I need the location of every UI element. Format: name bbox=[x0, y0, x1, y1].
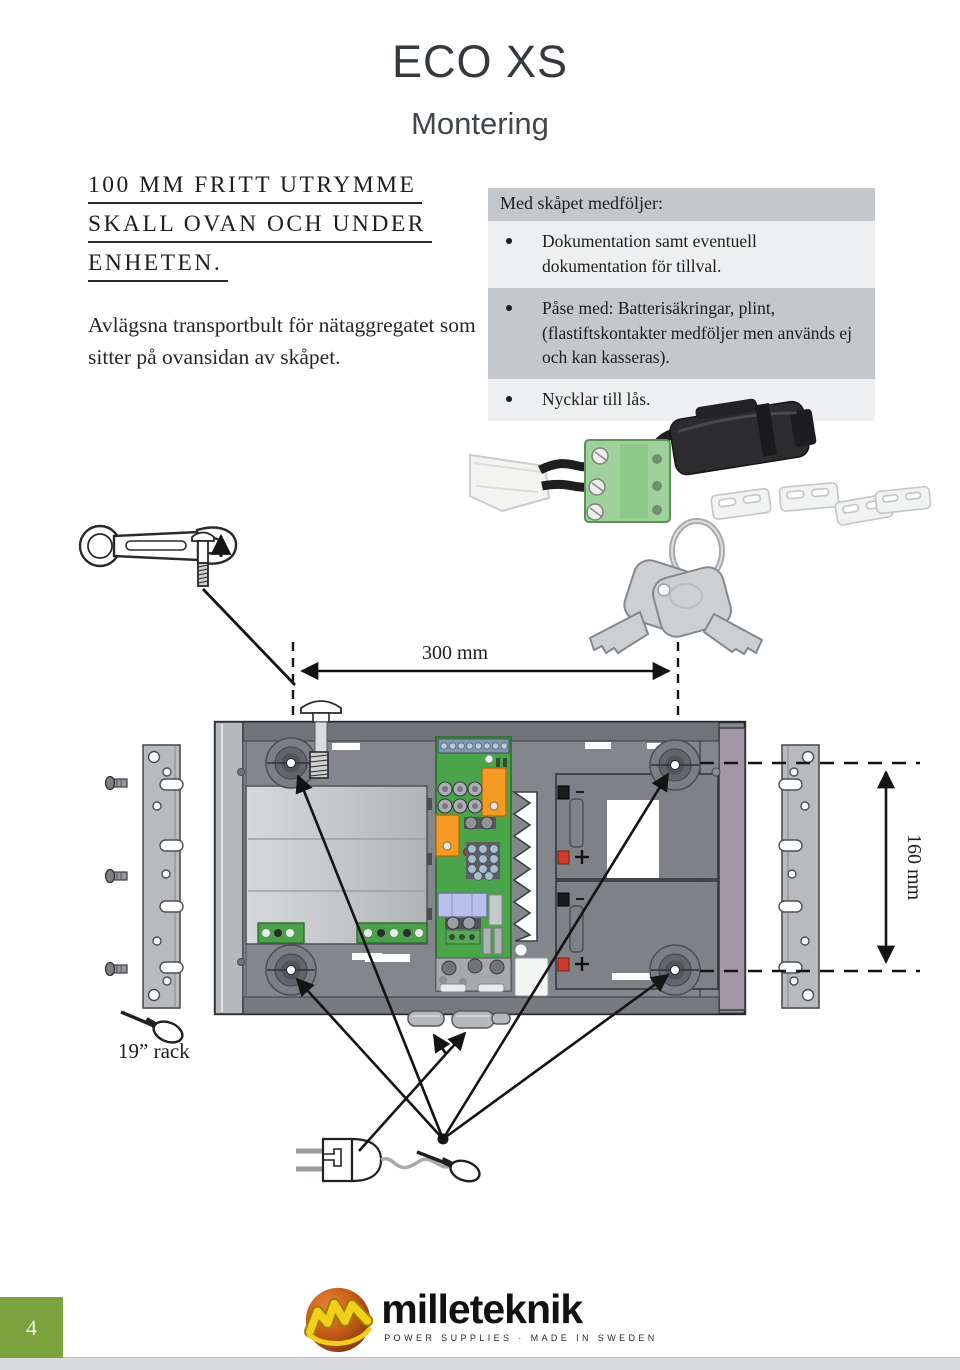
page-title: ECO XS bbox=[391, 36, 569, 87]
mounting-bracket-left bbox=[143, 745, 183, 1008]
milleteknik-logo-text bbox=[381, 1283, 657, 1343]
rack-label: 19” rack bbox=[118, 1039, 190, 1063]
page-number: 4 bbox=[26, 1314, 37, 1340]
instruction-column bbox=[88, 172, 484, 374]
logo-wordmark: milleteknik bbox=[381, 1286, 583, 1332]
keys-photo bbox=[590, 521, 762, 654]
spade-terminals-photo bbox=[711, 483, 931, 526]
mounting-bracket-right bbox=[779, 745, 819, 1008]
clearance-heading-line: SKALL OVAN OCH UNDER bbox=[88, 211, 432, 243]
bracket-screws-left bbox=[106, 777, 128, 976]
list-item: Påse med: Batterisäkringar, plint, (flastiftskontakter medföljer men används ej och kan kasseras). bbox=[488, 288, 875, 380]
screwdriver-icon bbox=[417, 1152, 482, 1185]
list-item: Dokumentation samt eventuell dokumentation för tillval. bbox=[488, 221, 875, 288]
pointer-line-wrench-to-bolt bbox=[203, 589, 295, 685]
milleteknik-logo bbox=[0, 1283, 960, 1360]
psu-unit bbox=[246, 786, 432, 962]
wrench-icon bbox=[80, 526, 236, 566]
dimension-160mm-label: 160 mm bbox=[903, 833, 925, 901]
list-item: Nycklar till lås. bbox=[488, 379, 875, 421]
main-pcb bbox=[436, 737, 511, 992]
clearance-heading-line: ENHETEN. bbox=[88, 250, 228, 282]
clearance-heading-line: 100 MM FRITT UTRYMME bbox=[88, 172, 422, 204]
milleteknik-logo-icon bbox=[302, 1283, 374, 1360]
included-items-header: Med skåpet medföljer: bbox=[488, 188, 875, 221]
cable-glands bbox=[408, 1011, 510, 1028]
cabinet-diagram bbox=[215, 701, 745, 1028]
power-plug-icon bbox=[296, 1139, 451, 1181]
dimension-300mm-label: 300 mm bbox=[421, 642, 489, 664]
logo-tagline: POWER SUPPLIES · MADE IN SWEDEN bbox=[384, 1332, 658, 1343]
mounting-diagram bbox=[0, 380, 960, 1250]
transport-bolt-paragraph: Avlägsna transportbult för nätaggregatet som sitter på ovansidan av skåpet. bbox=[88, 313, 476, 370]
page-subtitle: Montering bbox=[411, 106, 549, 141]
